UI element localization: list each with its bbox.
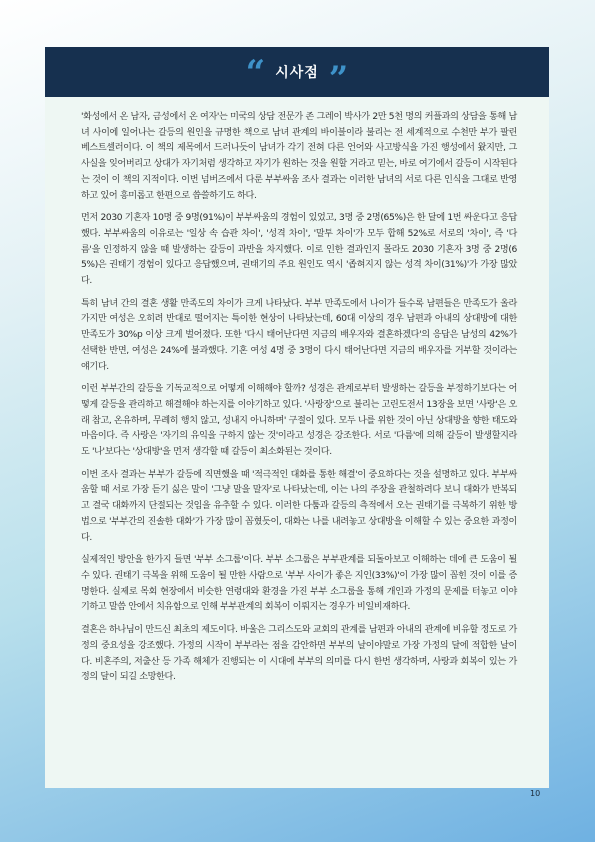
section-title: 시사점 [275, 65, 319, 81]
paragraph-3: 특히 남녀 간의 결혼 생활 만족도의 차이가 크게 나타났다. 부부 만족도에서 나이가 들수록 남편들은 만족도가 올라가지만 여성은 오히려 반대로 떨어지는 특이한 현상이 나타났는데, 60대 이상의 경우 남편과 아내의 상대방에 대한 만족도가 30%p 이상 크게 벌어졌다. 또한 '다시 태어난다면 지금의 배우자와 결혼하겠다'의 응답은 남성의 42%가 선택한 반면, 여성은 24%에 불과했다. 기혼 여성 4명 중 3명이 다시 태어난다면 지금의 배우자를 거부할 것이라는 얘기다. [81, 298, 517, 372]
close-quote-icon: ” [328, 59, 349, 99]
paragraph-5: 이번 조사 결과는 부부가 갈등에 직면했을 때 '적극적인 대화를 통한 해결'이 중요하다는 것을 설명하고 있다. 부부싸움할 때 서로 가장 듣기 싫은 말이 '그냥 말을 말자'로 나타났는데, 이는 나의 주장을 관철하려다 보니 대화가 반복되고 결국 대화까지 단절되는 것임을 유추할 수 있다. 이러한 다툼과 갈등의 측적에서 오는 권태기를 극복하기 위한 방법으로 '부부간의 진솔한 대화'가 가장 많이 꼽혔듯이, 대화는 나를 내려놓고 상대방을 이해할 수 있는 중요한 과정이다. [81, 469, 517, 543]
paragraph-2: 먼저 2030 기혼자 10명 중 9명(91%)이 부부싸움의 경험이 있었고, 3명 중 2명(65%)은 한 달에 1번 싸운다고 응답했다. 부부싸움의 이유로는 '일상 속 습관 차이', '성격 차이', '말투 차이'가 모두 합해 52%로 서로의 '차이', 즉 '다름'을 인정하지 않을 때 발생하는 갈등이 과반을 차지했다. 이로 인한 결과인지 몰라도 2030 기혼자 3명 중 2명(65%)은 권태기 경험이 있다고 응답했으며, 권태기의 주요 원인도 역시 '좁혀지지 않는 성격 차이(31%)'가 가장 많았다. [81, 213, 517, 287]
paragraph-1: '화성에서 온 남자, 금성에서 온 여자'는 미국의 상담 전문가 존 그레이 박사가 2만 5천 명의 커플과의 상담을 통해 남녀 사이에 일어나는 갈등의 원인을 규명한 책으로 남녀 관계의 바이블이라 불리는 전 세계적으로 수천만 부가 팔린 베스트셀러이다. 이 책의 제목에서 드러나듯이 남녀가 각기 전혀 다른 언어와 사고방식을 가진 행성에서 왔지만, 그 사실을 잊어버리고 상대가 자기처럼 생각하고 자기가 원하는 것을 원할 거라고 믿는, 바로 여기에서 갈등이 시작된다는 것이 이 책의 지적이다. 이번 넘버즈에서 다룬 부부싸움 조사 결과는 이러한 남녀의 서로 다른 인식을 그대로 반영하고 있어 흥미롭고 한편으로 씁쓸하기도 하다. [81, 112, 517, 201]
open-quote-icon: “ [245, 53, 266, 93]
paragraph-6: 실제적인 방안을 한가지 들면 '부부 소그룹'이다. 부부 소그룹은 부부관계를 되돌아보고 이해하는 데에 큰 도움이 될 수 있다. 권태기 극복을 위해 도움이 될 만한 사람으로 '부부 사이가 좋은 지인(33%)'이 가장 많이 꼽힌 것이 이를 증명한다. 실제로 목회 현장에서 비슷한 연령대와 환경을 가진 부부 소그룹을 통해 개인과 가정의 문제를 터놓고 이야기하고 말씀 안에서 치유함으로 인해 부부관계의 회복이 이뤄지는 경우가 비일비재하다. [81, 555, 517, 613]
paragraph-4: 이런 부부간의 갈등을 기독교적으로 어떻게 이해해야 할까? 성경은 관계로부터 발생하는 갈등을 부정하기보다는 어떻게 갈등을 관리하고 해결해야 하는지를 이야기하고 있다. '사랑장'으로 불리는 고린도전서 13장을 보면 '사랑'은 오래 참고, 온유하며, 무례히 행치 않고, 성내지 아니하며' 구절이 있다. 모두 나를 위한 것이 아닌 상대방을 향한 태도와 마음이다. 즉 사랑은 '자기의 유익을 구하지 않는 것'이라고 성경은 강조한다. 서로 '다름'에 의해 갈등이 발생할지라도 '나'보다는 '상대방'을 먼저 생각할 때 갈등이 최소화된는 것이다. [81, 384, 517, 458]
page-number: 10 [530, 789, 541, 798]
paragraph-7: 결혼은 하나님이 만드신 최초의 제도이다. 바울은 그리스도와 교회의 관계를 남편과 아내의 관계에 비유할 정도로 가정의 중요성을 강조했다. 가정의 시작이 부부라는 점을 감안하면 부부의 날이야말로 가장 가정의 달에 적합한 날이다. 비혼주의, 저출산 등 가족 해체가 진행되는 이 시대에 부부의 의미를 다시 한번 생각하며, 사랑과 회복이 있는 가정의 달이 되길 소망한다. [81, 625, 517, 683]
article-body [81, 110, 517, 693]
section-header [45, 47, 549, 97]
content-card [45, 47, 549, 788]
